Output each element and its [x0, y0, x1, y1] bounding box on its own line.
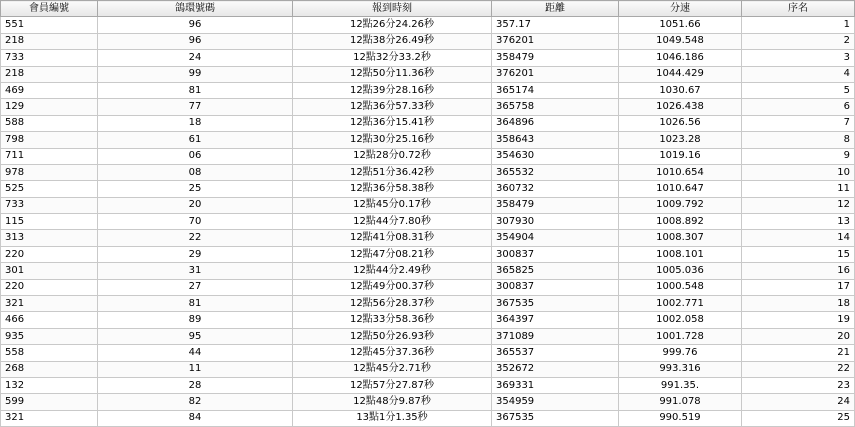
table-row[interactable]	[1, 99, 855, 115]
col-header-member-id[interactable]: 會員編號	[1, 1, 98, 17]
cell-speed: 1010.647	[619, 181, 742, 197]
header-row	[1, 1, 855, 17]
table-row[interactable]	[1, 17, 855, 33]
cell-rank: 3	[742, 50, 855, 66]
cell-member-id: 733	[1, 197, 98, 213]
cell-member-id: 129	[1, 99, 98, 115]
cell-distance: 369331	[492, 377, 619, 393]
cell-rank: 22	[742, 361, 855, 377]
cell-speed: 1008.307	[619, 230, 742, 246]
table-row[interactable]	[1, 164, 855, 180]
cell-arrival-time: 12點50分11.36秒	[293, 66, 492, 82]
cell-rank: 2	[742, 33, 855, 49]
cell-speed: 1005.036	[619, 263, 742, 279]
cell-arrival-time: 12點28分0.72秒	[293, 148, 492, 164]
cell-speed: 1044.429	[619, 66, 742, 82]
cell-distance: 367535	[492, 410, 619, 426]
cell-rank: 23	[742, 377, 855, 393]
cell-distance: 354904	[492, 230, 619, 246]
cell-ring-number: 29	[98, 246, 293, 262]
cell-rank: 13	[742, 214, 855, 230]
cell-speed: 1009.792	[619, 197, 742, 213]
col-header-speed[interactable]: 分速	[619, 1, 742, 17]
cell-member-id: 935	[1, 328, 98, 344]
cell-ring-number: 77	[98, 99, 293, 115]
cell-member-id: 321	[1, 296, 98, 312]
cell-speed: 1002.771	[619, 296, 742, 312]
cell-arrival-time: 12點33分58.36秒	[293, 312, 492, 328]
cell-rank: 11	[742, 181, 855, 197]
cell-distance: 358479	[492, 50, 619, 66]
cell-speed: 990.519	[619, 410, 742, 426]
cell-arrival-time: 12點26分24.26秒	[293, 17, 492, 33]
cell-rank: 1	[742, 17, 855, 33]
cell-member-id: 132	[1, 377, 98, 393]
cell-member-id: 220	[1, 279, 98, 295]
cell-rank: 7	[742, 115, 855, 131]
cell-arrival-time: 12點36分15.41秒	[293, 115, 492, 131]
table-row[interactable]	[1, 115, 855, 131]
table-row[interactable]	[1, 246, 855, 262]
cell-arrival-time: 12點49分00.37秒	[293, 279, 492, 295]
cell-member-id: 218	[1, 66, 98, 82]
cell-speed: 1046.186	[619, 50, 742, 66]
cell-speed: 1026.56	[619, 115, 742, 131]
cell-rank: 16	[742, 263, 855, 279]
cell-rank: 25	[742, 410, 855, 426]
table-row[interactable]	[1, 33, 855, 49]
cell-arrival-time: 12點39分28.16秒	[293, 82, 492, 98]
cell-member-id: 798	[1, 132, 98, 148]
cell-member-id: 551	[1, 17, 98, 33]
cell-arrival-time: 12點48分9.87秒	[293, 394, 492, 410]
cell-rank: 8	[742, 132, 855, 148]
cell-member-id: 469	[1, 82, 98, 98]
cell-speed: 1000.548	[619, 279, 742, 295]
cell-member-id: 599	[1, 394, 98, 410]
cell-rank: 14	[742, 230, 855, 246]
table-row[interactable]	[1, 361, 855, 377]
cell-rank: 10	[742, 164, 855, 180]
cell-arrival-time: 12點45分2.71秒	[293, 361, 492, 377]
cell-arrival-time: 12點44分7.80秒	[293, 214, 492, 230]
cell-distance: 358479	[492, 197, 619, 213]
table-row[interactable]	[1, 394, 855, 410]
cell-arrival-time: 12點57分27.87秒	[293, 377, 492, 393]
cell-distance: 376201	[492, 33, 619, 49]
cell-speed: 1049.548	[619, 33, 742, 49]
cell-ring-number: 84	[98, 410, 293, 426]
cell-speed: 1010.654	[619, 164, 742, 180]
cell-member-id: 268	[1, 361, 98, 377]
cell-distance: 367535	[492, 296, 619, 312]
table-row[interactable]	[1, 50, 855, 66]
cell-arrival-time: 12點30分25.16秒	[293, 132, 492, 148]
cell-distance: 352672	[492, 361, 619, 377]
col-header-ring-number[interactable]: 鴿環號碼	[98, 1, 293, 17]
cell-ring-number: 81	[98, 296, 293, 312]
cell-member-id: 218	[1, 33, 98, 49]
cell-speed: 1001.728	[619, 328, 742, 344]
table-row[interactable]	[1, 345, 855, 361]
table-row[interactable]	[1, 132, 855, 148]
cell-speed: 991.35.	[619, 377, 742, 393]
cell-arrival-time: 12點44分2.49秒	[293, 263, 492, 279]
cell-distance: 365532	[492, 164, 619, 180]
cell-speed: 1030.67	[619, 82, 742, 98]
col-header-distance[interactable]: 距離	[492, 1, 619, 17]
cell-arrival-time: 12點45分37.36秒	[293, 345, 492, 361]
table-row[interactable]	[1, 410, 855, 426]
cell-ring-number: 99	[98, 66, 293, 82]
cell-member-id: 220	[1, 246, 98, 262]
cell-distance: 300837	[492, 246, 619, 262]
cell-arrival-time: 12點45分0.17秒	[293, 197, 492, 213]
cell-speed: 1008.101	[619, 246, 742, 262]
table-row[interactable]	[1, 296, 855, 312]
cell-arrival-time: 12點47分08.21秒	[293, 246, 492, 262]
table-row[interactable]	[1, 181, 855, 197]
cell-member-id: 733	[1, 50, 98, 66]
cell-member-id: 466	[1, 312, 98, 328]
cell-ring-number: 24	[98, 50, 293, 66]
cell-ring-number: 27	[98, 279, 293, 295]
cell-speed: 1019.16	[619, 148, 742, 164]
cell-rank: 15	[742, 246, 855, 262]
cell-distance: 365174	[492, 82, 619, 98]
cell-ring-number: 18	[98, 115, 293, 131]
table-row[interactable]	[1, 263, 855, 279]
cell-member-id: 313	[1, 230, 98, 246]
cell-ring-number: 70	[98, 214, 293, 230]
cell-member-id: 978	[1, 164, 98, 180]
cell-rank: 21	[742, 345, 855, 361]
cell-ring-number: 95	[98, 328, 293, 344]
cell-ring-number: 61	[98, 132, 293, 148]
cell-speed: 991.078	[619, 394, 742, 410]
cell-distance: 357.17	[492, 17, 619, 33]
table-row[interactable]	[1, 66, 855, 82]
cell-arrival-time: 12點51分36.42秒	[293, 164, 492, 180]
cell-ring-number: 89	[98, 312, 293, 328]
cell-member-id: 588	[1, 115, 98, 131]
cell-speed: 993.316	[619, 361, 742, 377]
cell-arrival-time: 12點56分28.37秒	[293, 296, 492, 312]
cell-ring-number: 82	[98, 394, 293, 410]
cell-ring-number: 28	[98, 377, 293, 393]
cell-member-id: 525	[1, 181, 98, 197]
cell-member-id: 115	[1, 214, 98, 230]
cell-distance: 354959	[492, 394, 619, 410]
cell-ring-number: 22	[98, 230, 293, 246]
table-row[interactable]	[1, 312, 855, 328]
cell-ring-number: 96	[98, 33, 293, 49]
cell-arrival-time: 12點36分57.33秒	[293, 99, 492, 115]
cell-speed: 999.76	[619, 345, 742, 361]
cell-ring-number: 44	[98, 345, 293, 361]
cell-distance: 354630	[492, 148, 619, 164]
col-header-rank[interactable]: 序名	[742, 1, 855, 17]
cell-distance: 365825	[492, 263, 619, 279]
cell-distance: 364397	[492, 312, 619, 328]
cell-distance: 371089	[492, 328, 619, 344]
cell-member-id: 558	[1, 345, 98, 361]
cell-speed: 1026.438	[619, 99, 742, 115]
cell-arrival-time: 12點38分26.49秒	[293, 33, 492, 49]
cell-distance: 300837	[492, 279, 619, 295]
cell-rank: 18	[742, 296, 855, 312]
cell-ring-number: 31	[98, 263, 293, 279]
cell-rank: 17	[742, 279, 855, 295]
cell-distance: 364896	[492, 115, 619, 131]
cell-distance: 307930	[492, 214, 619, 230]
cell-speed: 1051.66	[619, 17, 742, 33]
table-row[interactable]	[1, 328, 855, 344]
cell-member-id: 301	[1, 263, 98, 279]
cell-arrival-time: 12點41分08.31秒	[293, 230, 492, 246]
cell-distance: 365758	[492, 99, 619, 115]
cell-rank: 24	[742, 394, 855, 410]
cell-distance: 360732	[492, 181, 619, 197]
cell-ring-number: 08	[98, 164, 293, 180]
cell-ring-number: 06	[98, 148, 293, 164]
cell-arrival-time: 12點50分26.93秒	[293, 328, 492, 344]
cell-rank: 9	[742, 148, 855, 164]
cell-arrival-time: 12點32分33.2秒	[293, 50, 492, 66]
table-row[interactable]	[1, 82, 855, 98]
cell-distance: 358643	[492, 132, 619, 148]
cell-ring-number: 20	[98, 197, 293, 213]
cell-rank: 6	[742, 99, 855, 115]
cell-speed: 1008.892	[619, 214, 742, 230]
cell-rank: 20	[742, 328, 855, 344]
cell-member-id: 711	[1, 148, 98, 164]
col-header-arrival-time[interactable]: 報到時刻	[293, 1, 492, 17]
table-row[interactable]	[1, 377, 855, 393]
cell-speed: 1002.058	[619, 312, 742, 328]
table-row[interactable]	[1, 214, 855, 230]
cell-ring-number: 25	[98, 181, 293, 197]
cell-speed: 1023.28	[619, 132, 742, 148]
table-row[interactable]	[1, 230, 855, 246]
cell-rank: 5	[742, 82, 855, 98]
cell-distance: 376201	[492, 66, 619, 82]
cell-rank: 19	[742, 312, 855, 328]
cell-member-id: 321	[1, 410, 98, 426]
cell-ring-number: 96	[98, 17, 293, 33]
cell-rank: 12	[742, 197, 855, 213]
cell-ring-number: 11	[98, 361, 293, 377]
table-row[interactable]	[1, 279, 855, 295]
table-row[interactable]	[1, 148, 855, 164]
cell-arrival-time: 12點36分58.38秒	[293, 181, 492, 197]
cell-distance: 365537	[492, 345, 619, 361]
table-row[interactable]	[1, 197, 855, 213]
cell-rank: 4	[742, 66, 855, 82]
cell-ring-number: 81	[98, 82, 293, 98]
cell-arrival-time: 13點1分1.35秒	[293, 410, 492, 426]
